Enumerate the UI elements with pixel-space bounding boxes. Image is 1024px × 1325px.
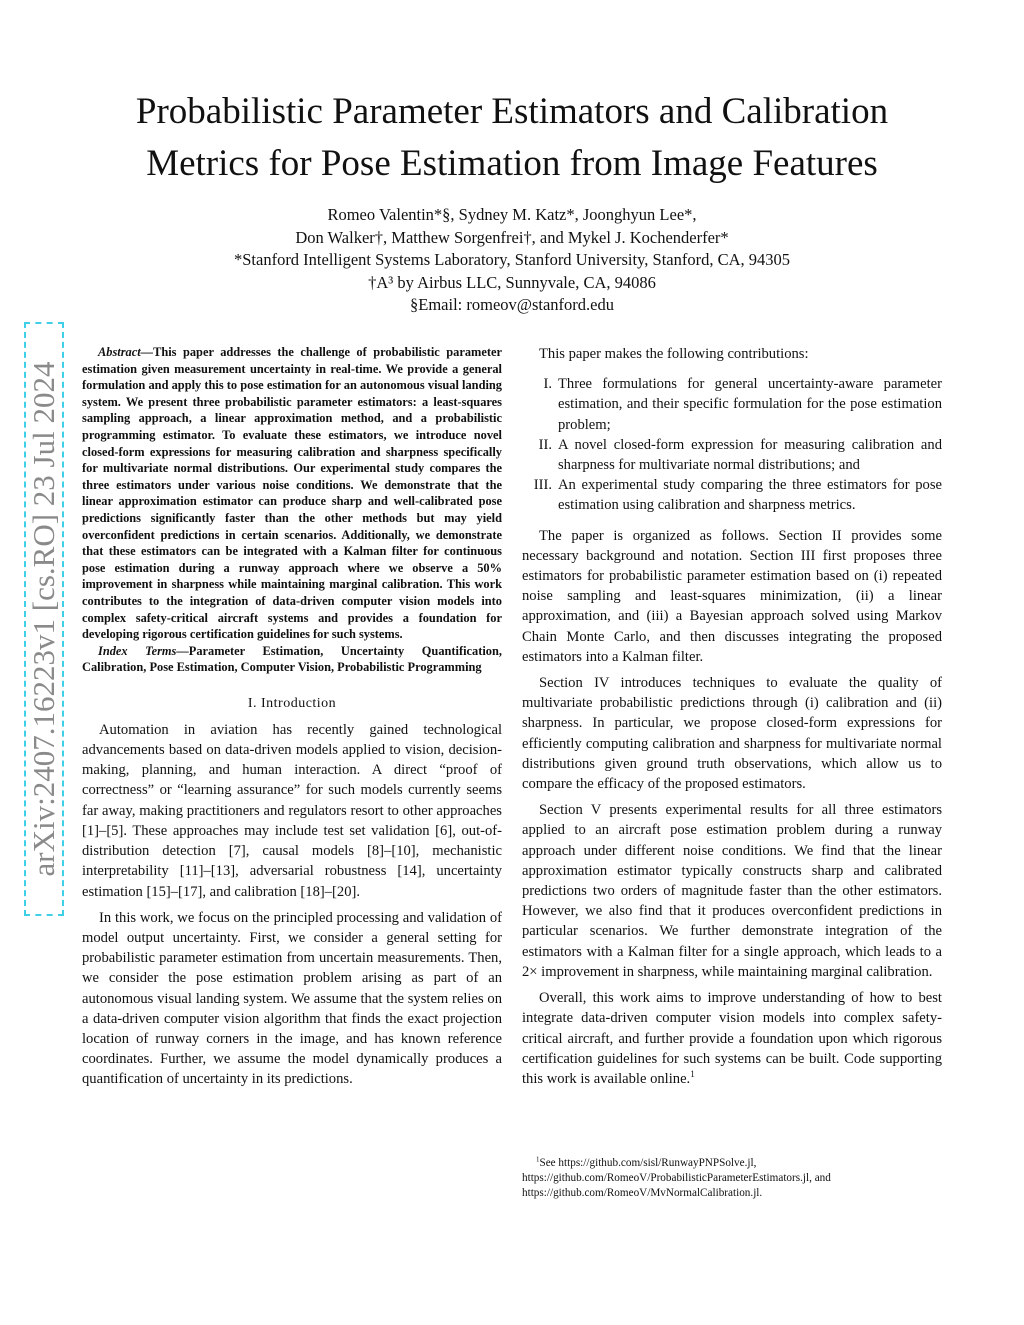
contribution-text: Three formulations for general uncertainty-aware parameter estimation, and their specific formulation for the pose estimation problem; (558, 376, 942, 433)
contribution-number: I. (543, 376, 552, 393)
organization-paragraph: The paper is organized as follows. Section II provides some necessary background and notation. Section III first proposes three estimators for probabilistic parameter estimation based on (i) repeated noise sampling and least-squares minimization, (ii) a linear approximation, and (iii) a Bayesian approach solved using Markov Chain Monte Carlo, and then discusses integrating the proposed estimators into a Kalman filter. (522, 527, 942, 665)
section-iv-paragraph: Section IV introduces techniques to evaluate the quality of multivariate probabilistic predictions through (i) calibration and (ii) sharpness. In particular, we propose closed-form expressions for efficiently computing calibration and sharpness for multivariate normal distributions given ground truth observations, which allow us to compare the efficacy of the proposed estimators. (522, 675, 942, 793)
footnote-mark: 1 (536, 1155, 540, 1164)
affiliation-1: *Stanford Intelligent Systems Laboratory, Stanford University, Stanford, CA, 94305 (233, 250, 791, 269)
footnote-line-2[interactable]: https://github.com/RomeoV/ProbabilisticParameterEstimators.jl, and (522, 1172, 831, 1184)
left-column (82, 344, 502, 1090)
abstract (82, 344, 502, 643)
right-body (522, 526, 942, 1089)
intro-paragraph-2: In this work, we focus on the principled processing and validation of model output uncertainty. First, we consider a general setting for probabilistic parameter estimation from uncertain measurements. Then, we consider the pose estimation problem arising as part of an autonomous visual landing system. We assume that the system relies on a data-driven computer vision algorithm that finds the exact projection location of runway corners in the image, and has known reference coordinates. Further, we assume the model dynamically produces a quantification of uncertainty in its predictions. (82, 909, 502, 1088)
section-v-paragraph: Section V presents experimental results for all three estimators applied to an aircraft pose estimation problem during a runway approach under different noise conditions. We find that the linear approximation estimator typically constructs sharp and calibrated predictions two orders of magnitude faster than the other estimators. However, we also find that it produces overconfident predictions in particular scenarios. We further demonstrate integration of the estimators with a Kalman filter for a single approach, which leads to a 2× improvement in sharpness, while maintaining marginal calibration. (522, 802, 942, 980)
title-line-1: Probabilistic Parameter Estimators and Calibration (135, 91, 889, 132)
contribution-item (522, 435, 942, 475)
abstract-label: Abstract— (98, 345, 154, 359)
affiliation-2: †A³ by Airbus LLC, Sunnyvale, CA, 94086 (368, 272, 656, 292)
arxiv-id: arXiv:2407.16223v1 [cs.RO] 23 Jul 2024 (26, 361, 61, 877)
contribution-item (522, 374, 942, 435)
paper-title (60, 86, 964, 190)
contribution-number: II. (538, 436, 552, 453)
introduction-body (82, 720, 502, 1090)
footnote (522, 1156, 952, 1201)
overall-paragraph (522, 988, 942, 1089)
author-line-2: Don Walker†, Matthew Sorgenfrei†, and Mykel J. Kochenderfer* (295, 227, 729, 247)
contributions-list (522, 374, 942, 515)
right-column (522, 344, 942, 1089)
footnote-line-1 (522, 1156, 952, 1171)
index-terms-text: Parameter Estimation, Uncertainty Quantification, Calibration, Pose Estimation, Computer Vision, Probabilistic Programming (82, 643, 502, 675)
contribution-text: An experimental study comparing the three estimators for pose estimation using calibration and sharpness metrics. (558, 477, 942, 514)
overall-text: Overall, this work aims to improve understanding of how to best integrate data-driven computer vision models into complex safety-critical aircraft, and further provide a foundation upon which rigorous certification guidelines for such systems can be built. Code supporting this work is available online. (522, 990, 942, 1087)
arxiv-stamp[interactable] (26, 324, 62, 914)
affiliation-3: §Email: romeov@stanford.edu (410, 295, 614, 314)
contributions-intro: This paper makes the following contributions: (539, 346, 809, 362)
title-line-2: Metrics for Pose Estimation from Image Features (146, 143, 878, 184)
footnote-link-1[interactable]: See https://github.com/sisl/RunwayPNPSolve.jl, (539, 1157, 757, 1169)
section-heading-introduction: I. Introduction (247, 695, 337, 711)
contribution-text: A novel closed-form expression for measuring calibration and sharpness for multivariate normal distributions; and (558, 436, 942, 474)
contribution-item (522, 475, 942, 515)
footnote-line-3[interactable]: https://github.com/RomeoV/MvNormalCalibration.jl. (522, 1187, 763, 1199)
index-terms-label: Index Terms— (98, 643, 189, 658)
author-line-1: Romeo Valentin*§, Sydney M. Katz*, Joonghyun Lee*, (327, 205, 697, 224)
abstract-text: This paper addresses the challenge of probabilistic parameter estimation given measurement uncertainty in real-time. We provide a general formulation and apply this to pose estimation for an autonomous visual landing system. We present three probabilistic parameter estimators: a least-squares sampling approach, a linear approximation method, and a probabilistic programming estimator. To evaluate these estimators, we introduce novel closed-form expressions for measuring calibration and sharpness specifically for multivariate normal distributions. Our experimental study compares the three estimators under various noise conditions. We demonstrate that the linear approximation estimator can produce sharp and well-calibrated pose predictions significantly faster than the other methods but may yield overconfident predictions in certain scenarios. Additionally, we demonstrate that these estimators can be integrated with a Kalman filter for continuous pose estimation during a runway approach where we observe a 50% improvement in sharpness while maintaining marginal calibration. This work contributes to the integration of data-driven computer vision models into complex safety-critical aircraft systems and provides a foundation for developing rigorous certification guidelines for such systems. (82, 345, 502, 642)
author-block (100, 204, 924, 317)
footnote-ref[interactable]: 1 (690, 1069, 695, 1080)
index-terms (82, 643, 502, 676)
intro-paragraph-1: Automation in aviation has recently gained technological advancements based on data-driven models applied to vision, decision-making, planning, and human interaction. A direct “proof of correctness” or “learning assurance” for such models currently seems far away, making practitioners and regulators resort to other approaches [1]–[5]. These approaches may include test set validation [6], out-of-distribution detection [7], causal models [8]–[10], mechanistic interpretability [11]–[13], adversarial robustness [14], uncertainty estimation [15]–[17], and calibration [18]–[20]. (82, 721, 502, 900)
contribution-number: III. (533, 477, 552, 494)
